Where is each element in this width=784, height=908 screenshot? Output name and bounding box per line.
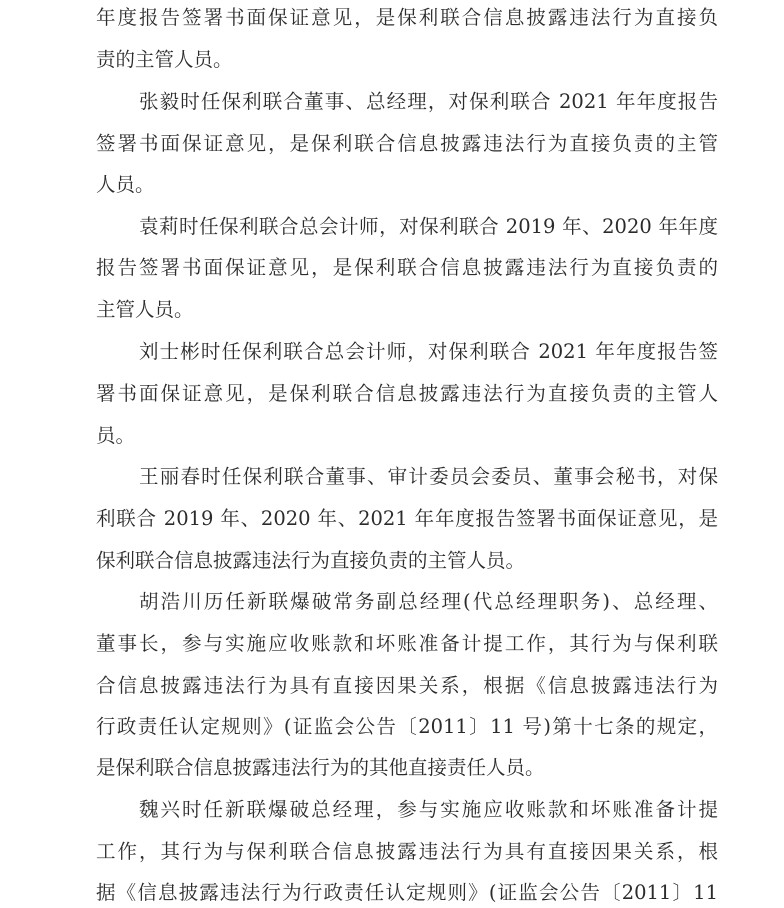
text-line: 工作，其行为与保利联合信息披露违法行为具有直接因果关系，根 — [96, 840, 718, 863]
text-line: 年度报告签署书面保证意见，是保利联合信息披露违法行为直接负 — [96, 6, 718, 29]
text-line: 签署书面保证意见，是保利联合信息披露违法行为直接负责的主管 — [96, 132, 718, 155]
text-line: 主管人员。 — [96, 298, 194, 321]
text-line: 董事长，参与实施应收账款和坏账准备计提工作，其行为与保利联 — [96, 632, 718, 655]
paragraph-start-wang-lichun: 王丽春时任保利联合董事、审计委员会委员、董事会秘书，对保 — [139, 465, 718, 488]
paragraph-start-liu-shibin: 刘士彬时任保利联合总会计师，对保利联合 2021 年年度报告签 — [139, 340, 718, 363]
paragraph-start-wei-xing: 魏兴时任新联爆破总经理，参与实施应收账款和坏账准备计提 — [139, 798, 718, 821]
paragraph-start-zhang-yi: 张毅时任保利联合董事、总经理，对保利联合 2021 年年度报告 — [139, 90, 718, 113]
text-line: 行政责任认定规则》(证监会公告〔2011〕11 号)第十七条的规定， — [96, 715, 718, 738]
text-line: 报告签署书面保证意见，是保利联合信息披露违法行为直接负责的 — [96, 256, 718, 279]
text-line: 合信息披露违法行为具有直接因果关系，根据《信息披露违法行为 — [96, 674, 718, 697]
text-line: 保利联合信息披露违法行为直接负责的主管人员。 — [96, 549, 526, 572]
paragraph-start-hu-haochuan: 胡浩川历任新联爆破常务副总经理(代总经理职务)、总经理、 — [139, 590, 718, 613]
text-line: 责的主管人员。 — [96, 48, 233, 71]
text-line: 据《信息披露违法行为行政责任认定规则》(证监会公告〔2011〕11 — [96, 881, 718, 904]
text-line: 署书面保证意见，是保利联合信息披露违法行为直接负责的主管人 — [96, 382, 718, 405]
paragraph-start-yuan-li: 袁莉时任保利联合总会计师，对保利联合 2019 年、2020 年年度 — [139, 215, 718, 238]
text-line: 人员。 — [96, 173, 155, 196]
text-line: 是保利联合信息披露违法行为的其他直接责任人员。 — [96, 756, 545, 779]
text-line: 利联合 2019 年、2020 年、2021 年年度报告签署书面保证意见，是 — [96, 507, 718, 530]
text-line: 员。 — [96, 424, 136, 447]
